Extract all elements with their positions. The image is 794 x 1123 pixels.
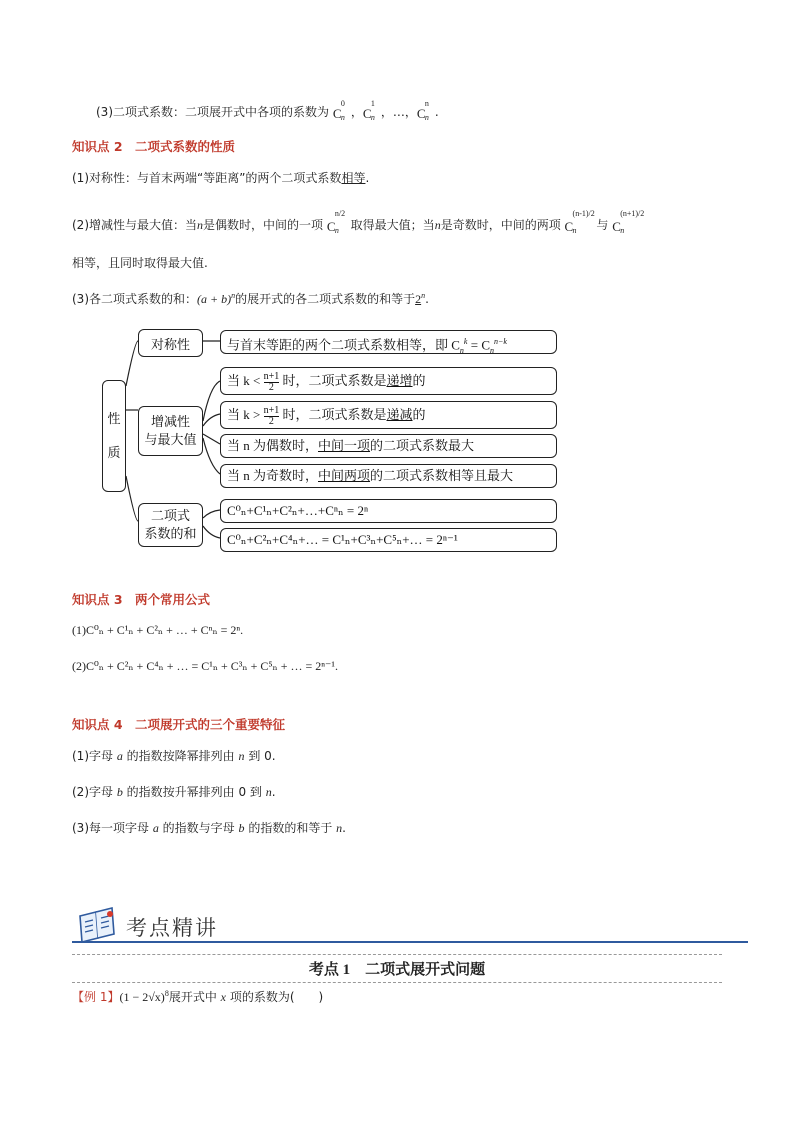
kp3-formula1: (1)C⁰ₙ + C¹ₙ + C²ₙ + … + Cⁿₙ = 2ⁿ. [72,623,244,637]
diagram-branch-symmetry: 对称性 [138,329,203,357]
example-1: 【例 1】$(1 - 2√x)^8$展开式中 x 项的系数为( ) [72,989,324,1004]
banner-rule [72,941,748,943]
c-mid-upper: C (n+1)/2 n [612,208,645,235]
diagram-branch-sum: 二项式 系数的和 [138,503,203,547]
diagram-leaf-sum-alternating: C⁰ₙ+C²ₙ+C⁴ₙ+… = C¹ₙ+C³ₙ+C⁵ₙ+… = 2ⁿ⁻¹ [220,528,557,552]
diagram-leaf-sum-all: C⁰ₙ+C¹ₙ+C²ₙ+…+Cⁿₙ = 2ⁿ [220,499,557,523]
diagram-leaf-increasing: 当 k < $\frac{n+1}{2}$ 时，二项式系数是递增的 [220,367,557,395]
kp2-line2: (2)增减性与最大值：当n是偶数时，中间的一项 C n/2 n 取得最大值；当n是奇数时，中间的两项 C (n-1)/2 n 与 C (n+1)/2 n [72,208,645,235]
kp2-line2b: 相等，且同时取得最大值. [72,256,208,270]
item3-line: (3)二项式系数：二项展开式中各项的系数为 C 0 n ， C 1 n ，…， C n n . [96,98,439,122]
kp4-line3: (3)每一项字母 a 的指数与字母 b 的指数的和等于 n. [72,821,346,835]
diagram-branch-monotonicity: 增减性 与最大值 [138,406,203,456]
c-n-0: C 0 n [332,98,345,122]
topic-title: 考点 1 二项式展开式问题 [308,962,486,978]
kp4-line2: (2)字母 b 的指数按升幂排列由 0 到 n. [72,785,276,799]
diagram-leaf-decreasing: 当 k > $\frac{n+1}{2}$ 时，二项式系数是递减的 [220,401,557,429]
kp3-formula2: (2)C⁰ₙ + C²ₙ + C⁴ₙ + … = C¹ₙ + C³ₙ + C⁵ₙ + … = 2ⁿ⁻¹. [72,659,338,673]
kp2-line3: (3)各二项式系数的和：$(a + b)^n$的展开式的各二项式系数的和等于2$^n$. [72,291,429,306]
diagram-leaf-symmetry: 与首末等距的两个二项式系数相等，即 $C_n^k = C_n^{n-k}$ [220,330,557,354]
topic-bottom-rule [72,982,722,983]
example-tag: 【例 1】 [72,990,120,1004]
topic-top-rule [72,954,722,955]
diagram-leaf-even: 当 n 为偶数时，中间一项的二项式系数最大 [220,434,557,458]
banner-title: 考点精讲 [126,916,218,940]
c-n-n: C n n [416,98,429,122]
kp2-title: 知识点 2 二项式系数的性质 [72,139,236,154]
c-mid: C n/2 n [326,208,346,235]
kp4-title: 知识点 4 二项展开式的三个重要特征 [72,717,286,732]
kp4-line1: (1)字母 a 的指数按降幂排列由 n 到 0. [72,749,276,763]
diagram-leaf-odd: 当 n 为奇数时，中间两项的二项式系数相等且最大 [220,464,557,488]
kp3-title: 知识点 3 两个常用公式 [72,592,211,607]
book-icon [76,904,120,944]
diagram-root: 性 质 [102,380,126,492]
kp2-line1: (1)对称性：与首末两端“等距离”的两个二项式系数相等. [72,171,370,185]
c-n-1: C 1 n [362,98,375,122]
c-mid-lower: C (n-1)/2 n [564,208,595,235]
